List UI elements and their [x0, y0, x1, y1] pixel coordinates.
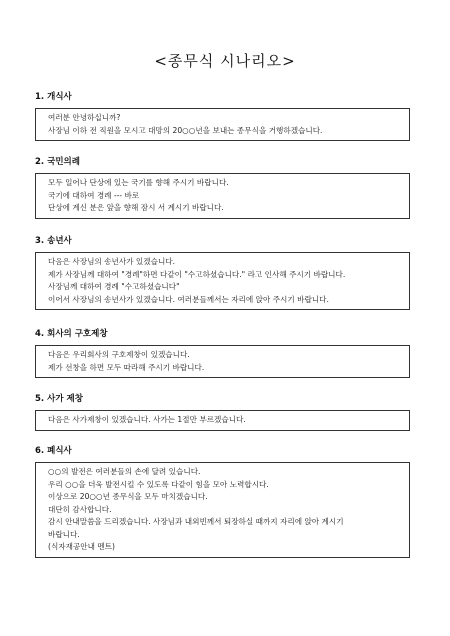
- section-heading: 4. 회사의 구호제창: [35, 329, 108, 339]
- script-line: 사장님께 대하여 경례 "수고하셨습니다": [48, 282, 180, 291]
- script-line: 대단히 감사합니다.: [48, 504, 112, 514]
- script-line: 다음은 우리회사의 구호제창이 있겠습니다.: [48, 350, 190, 359]
- script-line: 우리 ○○을 더욱 발전시킬 수 있도록 다같이 힘을 모아 노력합시다.: [48, 479, 269, 489]
- script-box: [35, 252, 410, 310]
- script-line: 모두 일어나 단상에 있는 국기를 향해 주시기 바랍니다.: [48, 178, 229, 187]
- script-box: [35, 345, 410, 378]
- section-heading: 1. 개식사: [35, 92, 72, 102]
- section-national-ceremony: [35, 157, 410, 219]
- script-line: 단상에 계신 분은 앞을 향해 잠시 서 계시기 바랍니다.: [48, 203, 224, 212]
- script-line: 바랍니다.: [48, 529, 80, 539]
- script-line: 이어서 사장님의 송년사가 있겠습니다. 여러분들께서는 자리에 앉아 주시기 바랍니다.: [48, 294, 329, 304]
- script-line: 제가 선창을 하면 모두 따라해 주시기 바랍니다.: [48, 362, 205, 372]
- section-heading: 2. 국민의례: [35, 157, 80, 167]
- script-box: [35, 173, 410, 219]
- script-box: [35, 410, 410, 431]
- script-line: 제가 사장님께 대하여 "경례"하면 다같이 "수고하셨습니다." 라고 인사해 주시기 바랍니다.: [48, 269, 346, 279]
- section-heading: 3. 송년사: [35, 236, 72, 246]
- script-line: 다음은 사장님의 송년사가 있겠습니다.: [48, 257, 176, 266]
- script-line: 다음은 사가제창이 있겠습니다. 사가는 1절만 부르겠습니다.: [48, 415, 246, 424]
- script-line: (식자재공안내 멘트): [48, 542, 116, 551]
- section-opening-remarks: [35, 92, 410, 141]
- script-line: ○○의 발전은 여러분들의 손에 달려 있습니다.: [48, 467, 201, 476]
- script-line: 국기에 대하여 경례 --- 바로: [48, 190, 140, 200]
- section-company-song: [35, 394, 410, 431]
- script-box: [35, 462, 410, 558]
- document-title: <종무식 시나리오>: [154, 52, 296, 70]
- script-box: [35, 108, 410, 141]
- section-heading: 5. 사가 제창: [35, 394, 83, 404]
- script-line: 여러분 안녕하십니까?: [48, 113, 121, 122]
- section-year-end-speech: [35, 236, 410, 310]
- section-company-slogan: [35, 329, 410, 378]
- section-closing-remarks: [35, 446, 410, 558]
- section-heading: 6. 폐식사: [35, 446, 72, 456]
- script-line: 감시 안내말씀을 드리겠습니다. 사장님과 내외빈께서 퇴장하실 때까지 자리에 앉아 계시기: [48, 517, 344, 526]
- script-line: 이상으로 20○○년 종무식을 모두 마치겠습니다.: [48, 492, 208, 501]
- script-line: 사장님 이하 전 직원을 모시고 대망의 20○○년을 보내는 종무식을 거행하겠습니다.: [48, 125, 323, 135]
